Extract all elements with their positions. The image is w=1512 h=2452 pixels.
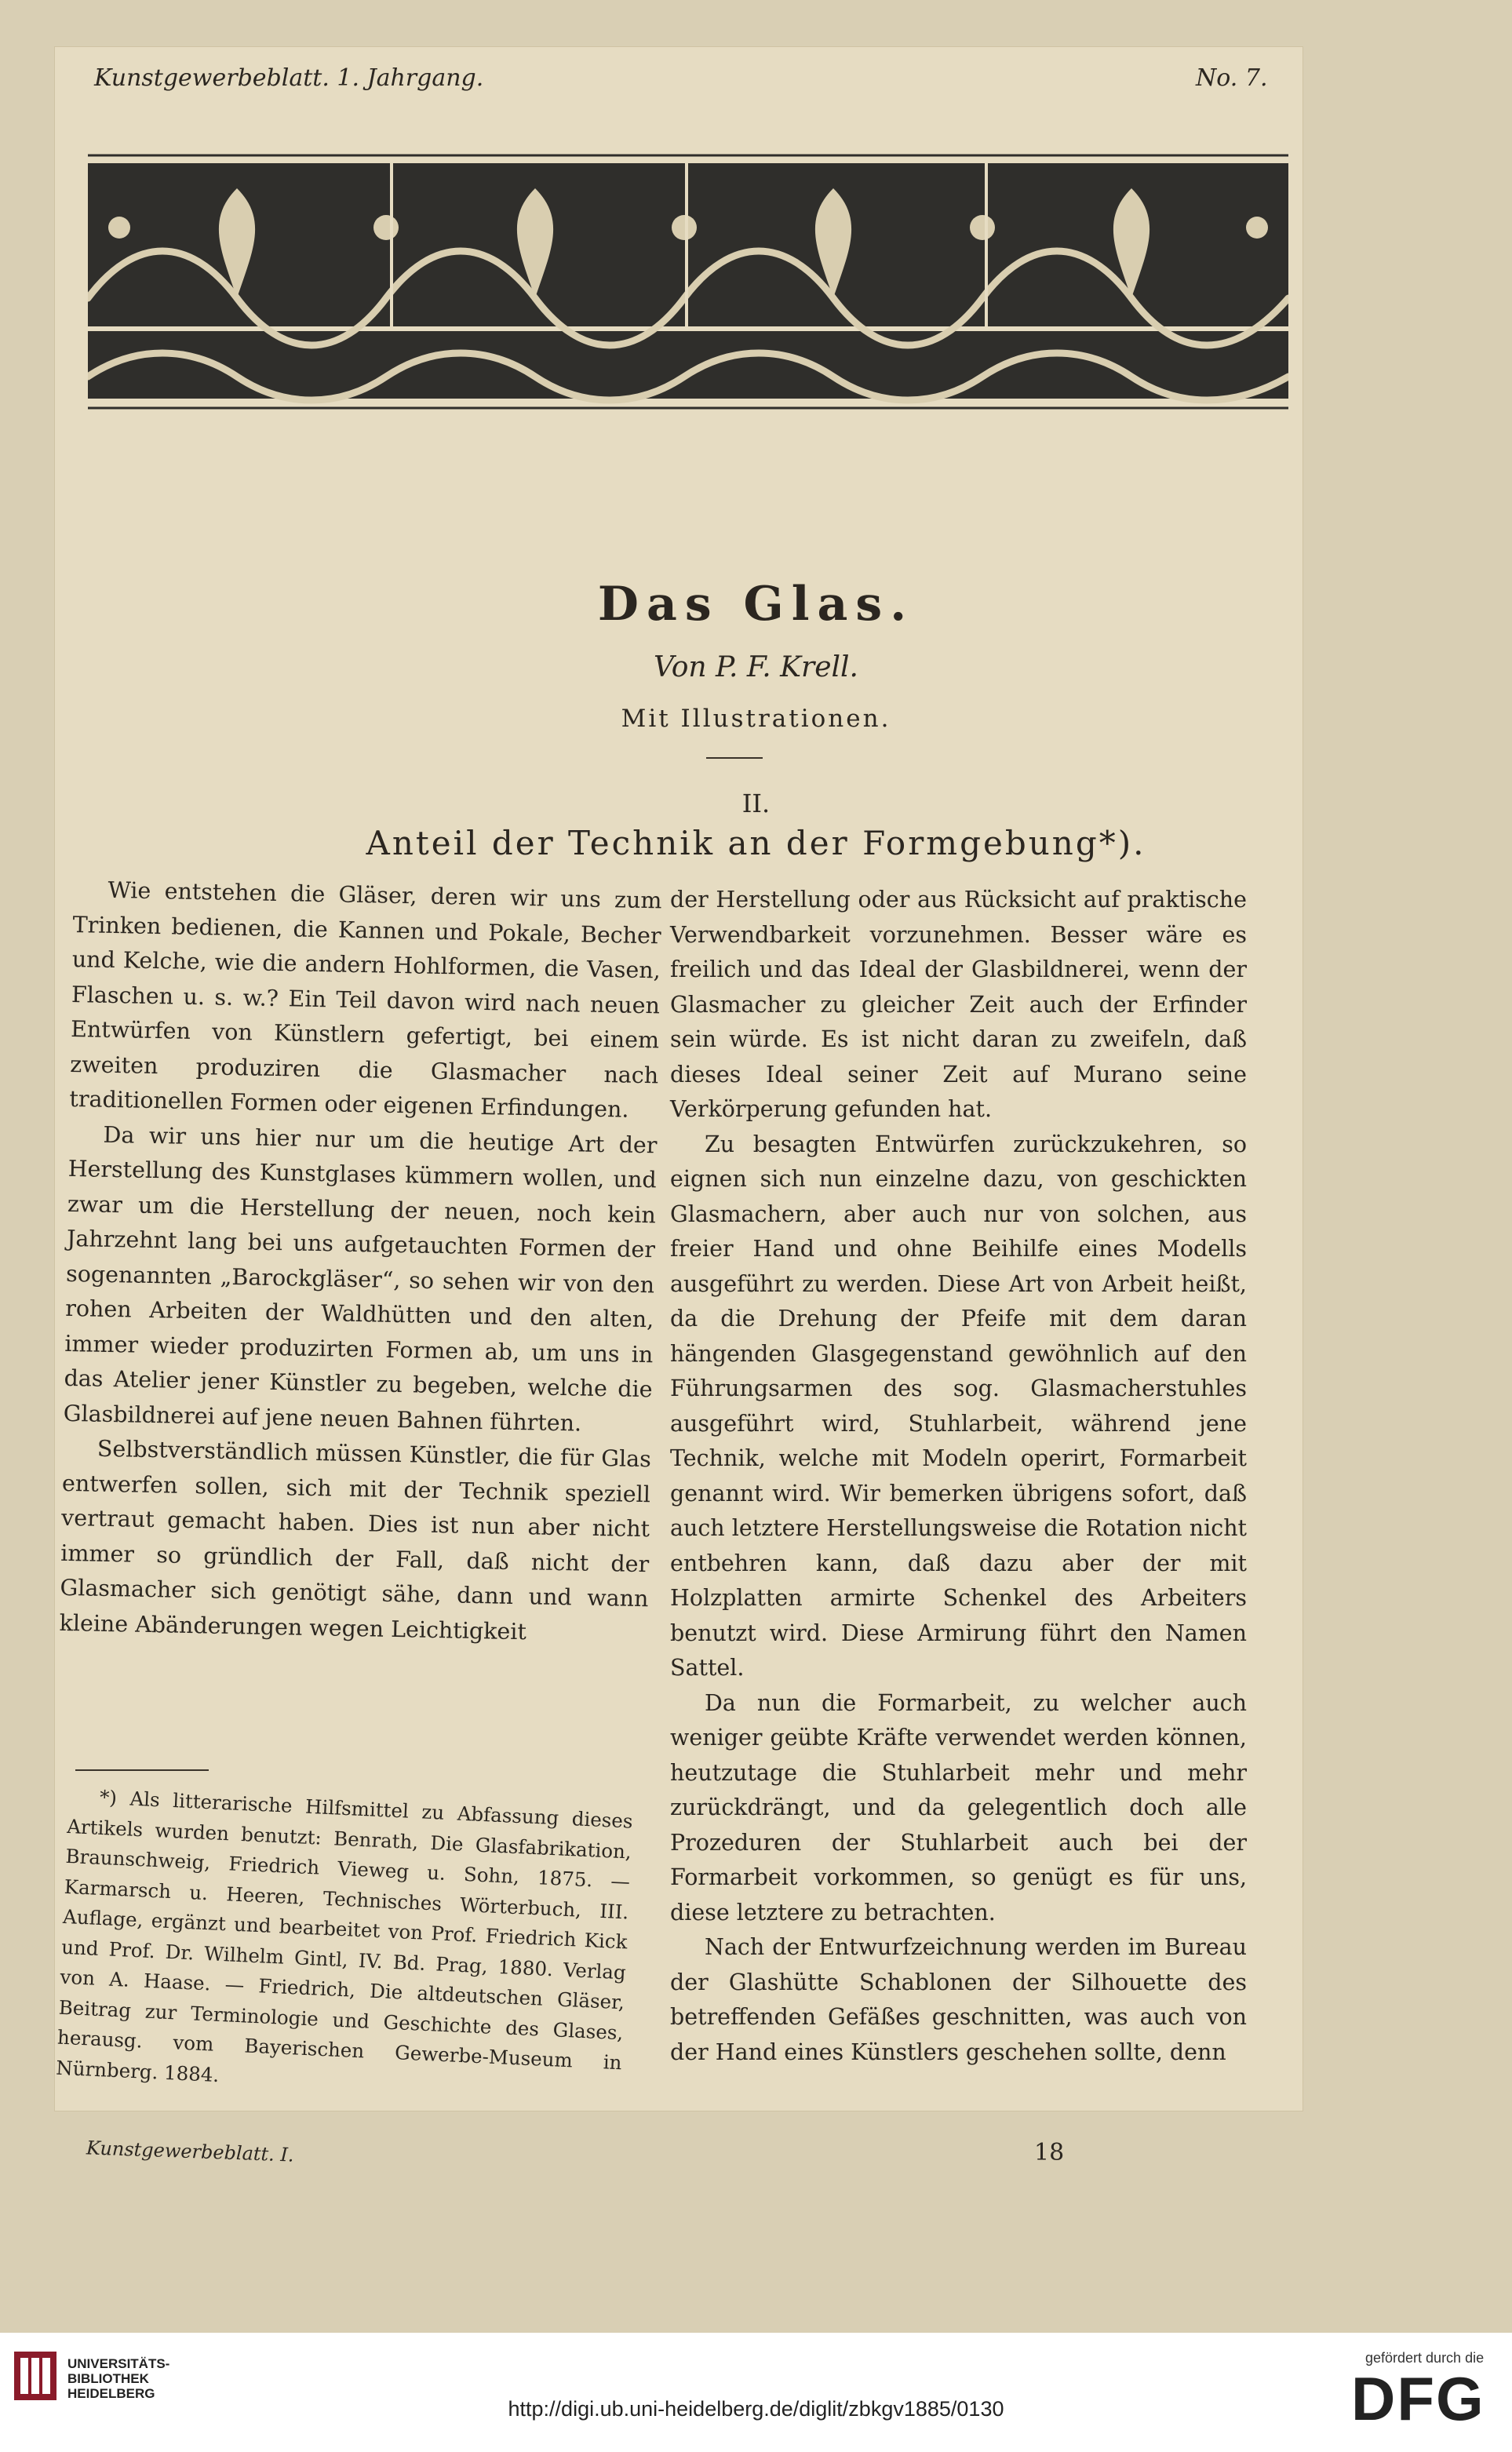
footnote-divider [75, 1769, 209, 1771]
source-url[interactable]: http://digi.ub.uni-heidelberg.de/diglit/zbkgv1885/0130 [508, 2397, 1004, 2421]
paragraph: Da nun die Formarbeit, zu welcher auch weniger geübte Kräfte verwendet werden können, heutzutage die Stuhlarbeit mehr und mehr zurückdrängt, und da gelegentlich doch alle Prozeduren der Stuhlarbeit auch bei der Formarbeit vorkommen, so genügt es für uns, diese letztere zu betrachten. [670, 1689, 1247, 1926]
running-header-left: Kunstgewerbeblatt. 1. Jahrgang. [94, 64, 484, 92]
section-title: Anteil der Technik an der Formgebung*). [366, 824, 1146, 862]
paragraph: Selbstverständlich müssen Künstler, die für Glas entwerfen sollen, sich mit der Technik speziell vertraut gemacht haben. Dies ist nun aber nicht immer so gründlich der Fall, daß nicht der Glasmacher sich genötigt sähe, dann und wann kleine Abänderungen wegen Leichtigkeit [59, 1435, 652, 1645]
footnote [56, 1781, 634, 2108]
dfg-logo-icon [1351, 2370, 1486, 2428]
paragraph: Nach der Entwurfzeichnung werden im Bureau der Glashütte Schablonen der Silhouette des betreffenden Gefäßes geschnitten, was auch von der Hand eines Künstlers geschehen sollte, denn [670, 1934, 1247, 2065]
university-library-name: UNIVERSITÄTS- BIBLIOTHEK HEIDELBERG [67, 2356, 170, 2401]
ornamental-frieze [88, 141, 1288, 424]
paragraph: Da wir uns hier nur um die heutige Art der Herstellung des Kunstglases kümmern wollen, und zwar um die Herstellung der neuen, noch kein Jahrzehnt lang bei uns aufgetauchten Formen der sogenannten „Barockgläser“, so sehen wir von den rohen Arbeiten der Waldhütten und den alten, immer wieder produzirten Formen ab, um uns in das Atelier jener Künstler zu begeben, welche die Glasbildnerei auf jene neuen Bahnen führten. [63, 1121, 658, 1437]
paragraph: Zu besagten Entwürfen zurückzukehren, so eignen sich nun einzelne dazu, von geschickten Glasmachern, aber auch nur von solchen, aus freier Hand und ohne Beihilfe eines Modells ausgeführt zu werden. Diese Art von Arbeit heißt, da die Drehung der Pfeife mit dem daran hängenden Glasgegenstand gewöhnlich auf den Führungsarmen des sog. Glasmacherstuhles ausgeführt wird, Stuhlarbeit, während jene Technik, welche mit Modeln operirt, Formarbeit genannt wird. Wir bemerken übrigens sofort, daß auch letztere Herstellungsweise die Rotation nicht entbehren kann, daß dazu aber der mit Holzplatten armirte Schenkel des Arbeiters benutzt wird. Diese Armirung führt den Namen Sattel. [670, 1131, 1247, 1681]
paragraph: Wie entstehen die Gläser, deren wir uns zum Trinken bedienen, die Kannen und Pokale, Becher und Kelche, wie die andern Hohlformen, die Vasen, Flaschen u. s. w.? Ein Teil davon wird nach neuen Entwürfen von Künstlern gefertigt, bei einem zweiten produziren die Glasmacher nach traditionellen Formen oder eigenen Erfindungen. [69, 876, 662, 1123]
title-divider [706, 757, 763, 759]
svg-text:DFG: DFG [1351, 2370, 1485, 2428]
article-title: Das Glas. [597, 577, 915, 632]
article-author: Von P. F. Krell. [654, 651, 858, 683]
running-header-right: No. 7. [1196, 64, 1268, 92]
left-column [59, 873, 662, 1652]
page-number: 18 [1034, 2139, 1065, 2166]
right-column [670, 883, 1247, 2070]
footnote-text: *) Als litterarische Hilfsmittel zu Abfassung dieses Artikels wurden benutzt: Benrath, Die Glasfabrikation, Braunschweig, Friedrich Vieweg u. Sohn, 1875. — Karmarsch u. Heeren, Technisches Wörterbuch, III. Auflage, ergänzt und bearbeitet von Prof. Friedrich Kick und Prof. Dr. Wilhelm Gintl, IV. Bd. Prag, 1880. Verlag von A. Haase. — Friedrich, Die altdeutschen Gläser, Beitrag zur Terminologie und Geschichte des Glases, herausg. vom Bayerischen Gewerbe-Museum in Nürnberg. 1884. [55, 1785, 634, 2086]
section-number: II. [741, 789, 771, 818]
university-library-logo-icon [13, 2350, 58, 2402]
article-subtitle: Mit Illustrationen. [621, 705, 891, 733]
paragraph: der Herstellung oder aus Rücksicht auf praktische Verwendbarkeit vorzunehmen. Besser wäre es freilich und das Ideal der Glasbildnerei, wenn der Glasmacher zu gleicher Zeit auch der Erfinder sein würde. Es ist nicht daran zu zweifeln, daß dieses Ideal seiner Zeit auf Murano seine Verkörperung gefunden hat. [670, 887, 1247, 1122]
footer-bar [0, 2333, 1512, 2452]
funding-label: gefördert durch die [1365, 2350, 1485, 2366]
signature-line: Kunstgewerbeblatt. I. [86, 2137, 295, 2166]
